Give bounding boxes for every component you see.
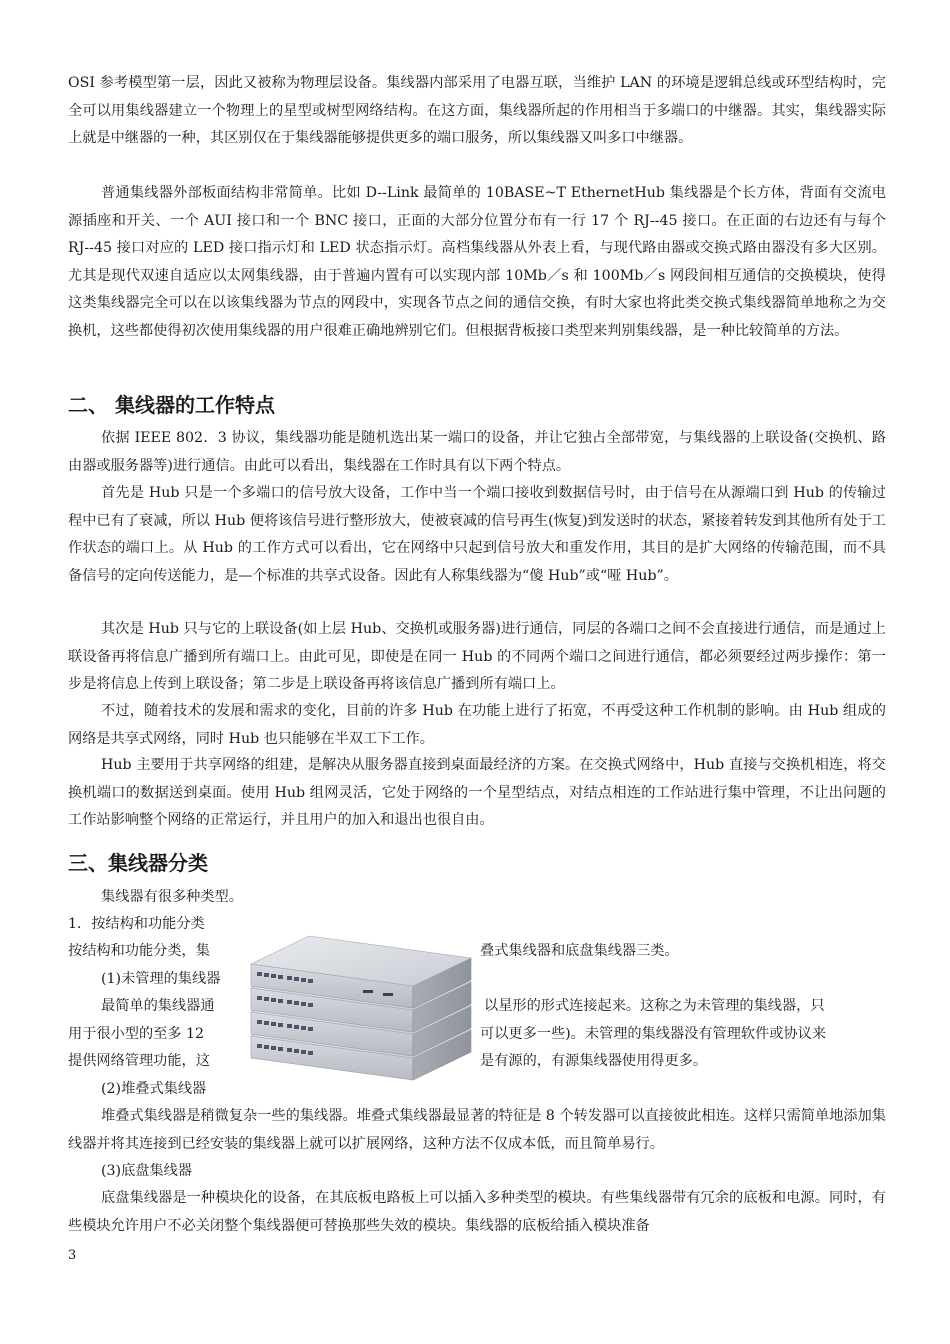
paragraph-shared-network: Hub 主要用于共享网络的组建，是解决从服务器直接到桌面最经济的方案。在交换式网络中，Hub 直接与交换机相连，将交换机端口的数据送到桌面。使用 Hub 组网灵活，它处于网络的一个星型结点，对结点相连的工作站进行集中管理，不让出问题的工作站影响整个网络的正常运行，并且用户的加入和退出也很自由。 [68, 757, 886, 828]
text-line-left: 用于很小型的至多 12 [68, 1026, 205, 1042]
subheading-stackable-hub: (2)堆叠式集线器 [101, 1081, 207, 1097]
paragraph-types: 集线器有很多种类型。 [101, 889, 243, 905]
text-line-left: 提供网络管理功能，这 [68, 1053, 210, 1069]
heading-hub-classification: 三、集线器分类 [68, 851, 208, 875]
subheading-structure-function: 1．按结构和功能分类 [68, 916, 205, 932]
paragraph-stackable: 堆叠式集线器是稍微复杂一些的集线器。堆叠式集线器最显著的特征是 8 个转发器可以直接彼此相连。这样只需简单地添加集线器并将其连接到已经安装的集线器上就可以扩展网络，这种方法不仅成本低，而且简单易行。 [68, 1108, 886, 1152]
stacked-hub-photo [243, 908, 479, 1098]
paragraph-half-duplex: 不过，随着技术的发展和需求的变化，目前的许多 Hub 在功能上进行了拓宽，不再受这种工作机制的影响。由 Hub 组成的网络是共享式网络，同时 Hub 也只能够在半双工下工作。 [68, 703, 886, 747]
subheading-unmanaged-hub: (1)未管理的集线器 [101, 971, 221, 987]
text-line-right: 是有源的，有源集线器使用得更多。 [480, 1053, 708, 1069]
heading-hub-features: 二、 集线器的工作特点 [68, 393, 275, 417]
subheading-chassis-hub: (3)底盘集线器 [101, 1163, 193, 1179]
paragraph-hub-panel: 普通集线器外部板面结构非常简单。比如 D--Link 最简单的 10BASE~T EthernetHub 集线器是个长方体，背面有交流电源插座和开关、一个 AUI 接口和一个 BNC 接口，正面的大部分位置分布有一行 17 个 RJ--45 接口。在正面的右边还有与每个 RJ--45 接口对应的 LED 接口指示灯和 LED 状态指示灯。高档集线器从外表上看，与现代路由器或交换式路由器没有多大区别。尤其是现代双速自适应以太网集线器，由于普遍内置有可以实现内部 10Mb／s 和 100Mb／s 网段间相互通信的交换模块，使得这类集线器完全可以在以该集线器为节点的网段中，实现各节点之间的通信交换，有时大家也将此类交换式集线器简单地称之为交换机，这些都使得初次使用集线器的用户很难正确地辨别它们。但根据背板接口类型来判别集线器，是一种比较简单的方法。 [68, 185, 886, 339]
text-line-left: 按结构和功能分类，集 [68, 943, 210, 959]
page-number: 3 [68, 1248, 77, 1263]
paragraph-ieee: 依据 IEEE 802．3 协议，集线器功能是随机选出某一端口的设备，并让它独占全部带宽，与集线器的上联设备(交换机、路由器或服务器等)进行通信。由此可以看出，集线器在工作时具有以下两个特点。 [68, 430, 886, 474]
paragraph-signal-amplifier: 首先是 Hub 只是一个多端口的信号放大设备，工作中当一个端口接收到数据信号时，由于信号在从源端口到 Hub 的传输过程中已有了衰减，所以 Hub 便将该信号进行整形放大，使被衰减的信号再生(恢复)到发送时的状态，紧接着转发到其他所有处于工作状态的端口上。从 Hub 的工作方式可以看出，它在网络中只起到信号放大和重发作用，其目的是扩大网络的传输范围，而不具备信号的定向传送能力，是—个标准的共享式设备。因此有人称集线器为“傻 Hub”或“哑 Hub”。 [68, 485, 886, 584]
text-line-right: 可以更多一些)。未管理的集线器没有管理软件或协议来 [480, 1026, 827, 1042]
paragraph-osi: OSI 参考模型第一层，因此又被称为物理层设备。集线器内部采用了电器互联，当维护 LAN 的环境是逻辑总线或环型结构时，完全可以用集线器建立一个物理上的星型或树型网络结构。在这方面，集线器所起的作用相当于多端口的中继器。其实，集线器实际上就是中继器的一种，其区别仅在于集线器能够提供更多的端口服务，所以集线器又叫多口中继器。 [68, 75, 886, 146]
text-line-left: 最简单的集线器通 [101, 998, 215, 1014]
paragraph-uplink: 其次是 Hub 只与它的上联设备(如上层 Hub、交换机或服务器)进行通信，同层的各端口之间不会直接进行通信，而是通过上联设备再将信息广播到所有端口上。由此可见，即使是在同一 Hub 的不同两个端口之间进行通信，都必须要经过两步操作：第一步是将信息上传到上联设备；第二步是上联设备再将该信息广播到所有端口上。 [68, 621, 886, 692]
text-line-right: 以星形的形式连接起来。这称之为未管理的集线器，只 [484, 998, 825, 1014]
text-line-right: 叠式集线器和底盘集线器三类。 [480, 943, 679, 959]
paragraph-chassis: 底盘集线器是一种模块化的设备，在其底板电路板上可以插入多种类型的模块。有些集线器带有冗余的底板和电源。同时，有些模块允许用户不必关闭整个集线器便可替换那些失效的模块。集线器的底板给插入模块准备 [68, 1190, 886, 1234]
